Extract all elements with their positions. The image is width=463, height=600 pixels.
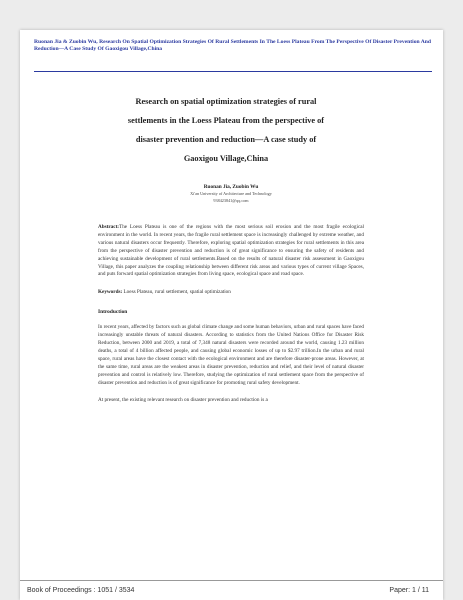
section-heading-introduction: Introduction (98, 309, 128, 316)
footer-paper-page: Paper: 1 / 11 (389, 587, 429, 594)
header-divider (34, 71, 432, 72)
footer-proceedings-page: Book of Proceedings : 1051 / 3534 (27, 587, 135, 594)
intro-paragraph-2: At present, the existing relevant research on disaster prevention and reduction is a (98, 396, 268, 403)
page-body (98, 92, 364, 404)
author-email: 938423841@qq.com (213, 198, 249, 203)
document-page (20, 30, 443, 600)
keywords-label: Keywords: (98, 289, 123, 296)
abstract-text: The Loess Plateau is one of the regions with the most serious soil erosion and the most fragile ecological environment in the world. In recent years, the fragile rural settlement space is increasingly challenged by extreme weather, and various natural disasters occur frequently. Therefore, exploring spatial optimization strategies for rural settlements in this area from the perspective of disaster prevention and reduction is of great significance to ensuring the safety of residents and achieving sustainable development of rural settlements.Based on the results of natural disaster risk assessment in Gaoxigou Village, this paper analyzes the coupling relationship between different risk areas and various types of current village Spaces, and puts forward spatial optimization strategies from living space, ecological space and road space. (98, 224, 364, 278)
running-header: Ruonan Jia & Zuobin Wu, Research On Spatial Optimization Strategies Of Rural Settlements In The Loess Plateau From The Perspective Of Disaster Prevention And Reduction—A Case Study Of Gaoxigou Village,China (34, 39, 431, 52)
keywords-line (98, 289, 364, 297)
paper-authors: Ruonan Jia, Zuobin Wu (203, 184, 259, 190)
footer-divider (20, 580, 443, 581)
abstract-label: Abstract: (98, 224, 120, 230)
abstract-paragraph (98, 224, 364, 279)
keywords-text: Loess Plateau, rural settlement, spatial optimization (123, 289, 231, 296)
author-affiliation: Xi'an University of Architecture and Technology (190, 191, 272, 196)
intro-paragraph-1: In recent years, affected by factors such as global climate change and some human behaviors, urban and rural spaces have faced increasingly unstable threats of natural disasters. According to statistics from the United Nations Office for Disaster Risk Reduction, between 2000 and 2019, a total of 7,348 natural disasters were recorded around the world, causing 1.23 million deaths, a total of 4 billion affected people, and causing global economic losses of up to $2.97 trillion.In the urban and rural space, rural areas have the closest contact with the ecological environment and are therefore disaster-prone areas. However, at the same time, rural areas are the weakest areas in disaster prevention, reduction and relief, and their level of natural disaster prevention and control is relatively low. Therefore, studying the optimization of rural settlement space from the perspective of disaster prevention and reduction is of great significance for promoting rural safety development. (98, 324, 364, 386)
paper-title: Research on spatial optimization strategies of rural settlements in the Loess Plateau from the perspective of disaster prevention and reduction—A case study of Gaoxigou Village,China (127, 97, 325, 163)
